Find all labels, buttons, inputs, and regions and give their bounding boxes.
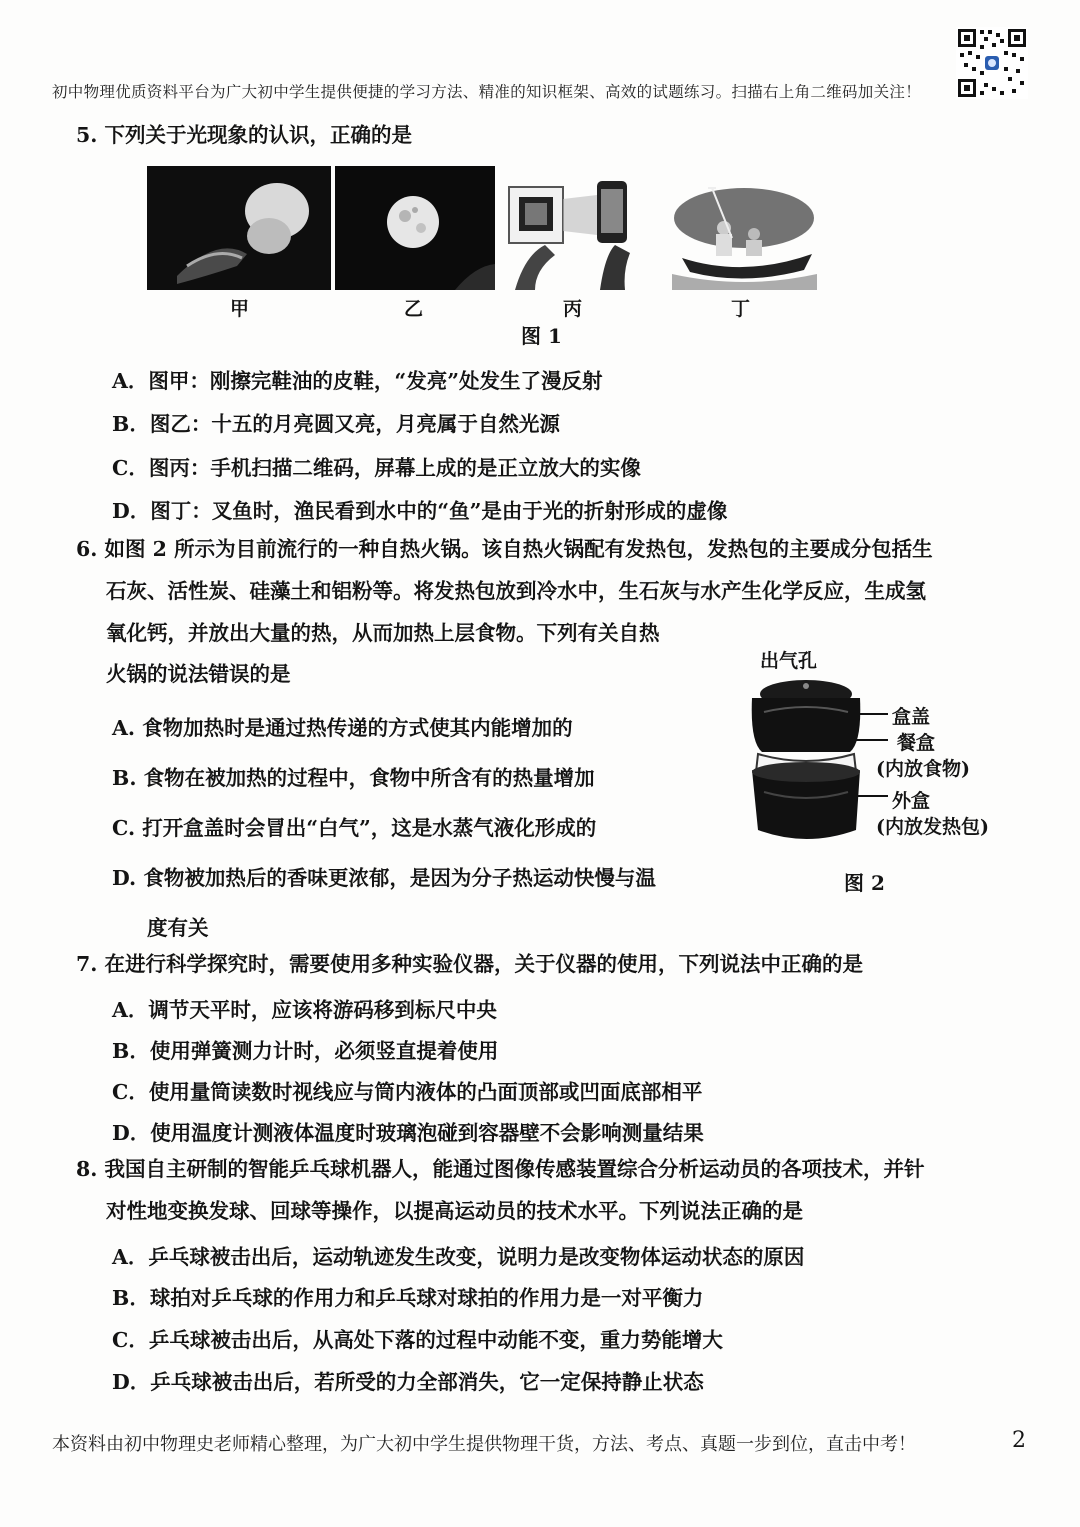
- q8-option-d: D．乒乓球被击出后，若所受的力全部消失，它一定保持静止状态: [112, 1370, 704, 1394]
- figure1-label-jia: 甲: [230, 298, 250, 320]
- figure2-label-vent: 出气孔: [760, 650, 818, 672]
- q5-option-c: C．图丙：手机扫描二维码，屏幕上成的是正立放大的实像: [112, 456, 641, 480]
- footer-note: 本资料由初中物理史老师精心整理，为广大初中学生提供物理干货，方法、考点、真题一步到位，直击中考！: [52, 1434, 916, 1455]
- q6-option-d-continued: 度有关: [147, 916, 209, 940]
- figure1-label-bing: 丙: [563, 298, 583, 320]
- figure1-jia-shoe-photo: [147, 166, 331, 290]
- q5-option-d: D．图丁：叉鱼时，渔民看到水中的“鱼”是由于光的折射形成的虚像: [112, 499, 728, 523]
- q7-option-b: B．使用弹簧测力计时，必须竖直提着使用: [112, 1039, 499, 1063]
- q8-option-b: B．球拍对乒乓球的作用力和乒乓球对球拍的作用力是一对平衡力: [112, 1286, 704, 1310]
- q6-option-c: C. 打开盒盖时会冒出“白气”，这是水蒸气液化形成的: [112, 816, 597, 840]
- figure2-label-outer-box: 外盒: [892, 790, 931, 812]
- q8-stem-line2: 对性地变换发球、回球等操作，以提高运动员的技术水平。下列说法正确的是: [106, 1199, 803, 1223]
- q5-stem: 5. 下列关于光现象的认识，正确的是: [76, 123, 413, 147]
- q7-stem: 7. 在进行科学探究时，需要使用多种实验仪器，关于仪器的使用，下列说法中正确的是: [76, 952, 864, 976]
- figure2-label-outer-box-note: (内放发热包): [876, 816, 989, 838]
- figure1-bing-phone-scan-photo: [505, 175, 655, 290]
- q6-option-b: B. 食物在被加热的过程中，食物中所含有的热量增加: [112, 766, 595, 790]
- figure1-ding-fishing-photo: [672, 178, 817, 290]
- figure2-label-meal-box-note: (内放食物): [876, 758, 970, 780]
- q8-option-a: A．乒乓球被击出后，运动轨迹发生改变，说明力是改变物体运动状态的原因: [112, 1245, 805, 1269]
- header-promo-text: 初中物理优质资料平台为广大初中学生提供便捷的学习方法、精准的知识框架、高效的试题练习。扫描右上角二维码加关注！: [52, 83, 922, 101]
- q6-stem-line4: 火锅的说法错误的是: [106, 662, 291, 686]
- page-number: 2: [1012, 1428, 1026, 1453]
- qr-code-image: [956, 27, 1028, 99]
- q6-option-a: A. 食物加热时是通过热传递的方式使其内能增加的: [112, 716, 573, 740]
- q6-option-d: D. 食物被加热后的香味更浓郁，是因为分子热运动快慢与温: [112, 866, 656, 890]
- q8-option-c: C．乒乓球被击出后，从高处下落的过程中动能不变，重力势能增大: [112, 1328, 723, 1352]
- q7-option-a: A．调节天平时，应该将游码移到标尺中央: [112, 998, 497, 1022]
- q7-option-d: D．使用温度计测液体温度时玻璃泡碰到容器壁不会影响测量结果: [112, 1121, 704, 1145]
- q6-stem-line3: 氧化钙，并放出大量的热，从而加热上层食物。下列有关自热: [106, 621, 660, 645]
- q5-option-b: B．图乙：十五的月亮圆又亮，月亮属于自然光源: [112, 412, 560, 436]
- figure1-label-yi: 乙: [404, 298, 424, 320]
- q6-stem-line1: 6. 如图 2 所示为目前流行的一种自热火锅。该自热火锅配有发热包，发热包的主要成分包括生: [76, 537, 933, 561]
- q7-option-c: C．使用量筒读数时视线应与筒内液体的凸面顶部或凹面底部相平: [112, 1080, 703, 1104]
- q8-stem-line1: 8. 我国自主研制的智能乒乓球机器人，能通过图像传感装置综合分析运动员的各项技术，并针: [76, 1157, 925, 1181]
- q5-option-a: A．图甲：刚擦完鞋油的皮鞋，“发亮”处发生了漫反射: [112, 369, 603, 393]
- figure1-label-ding: 丁: [731, 298, 751, 320]
- figure2-label-meal-box: 餐盒: [897, 732, 936, 754]
- q6-stem-line2: 石灰、活性炭、硅藻土和铝粉等。将发热包放到冷水中，生石灰与水产生化学反应，生成氢: [106, 579, 926, 603]
- figure1-caption: 图 1: [521, 324, 562, 348]
- figure2-label-lid: 盒盖: [892, 706, 931, 728]
- figure2-caption: 图 2: [844, 871, 885, 895]
- figure1-yi-moon-photo: [335, 166, 495, 290]
